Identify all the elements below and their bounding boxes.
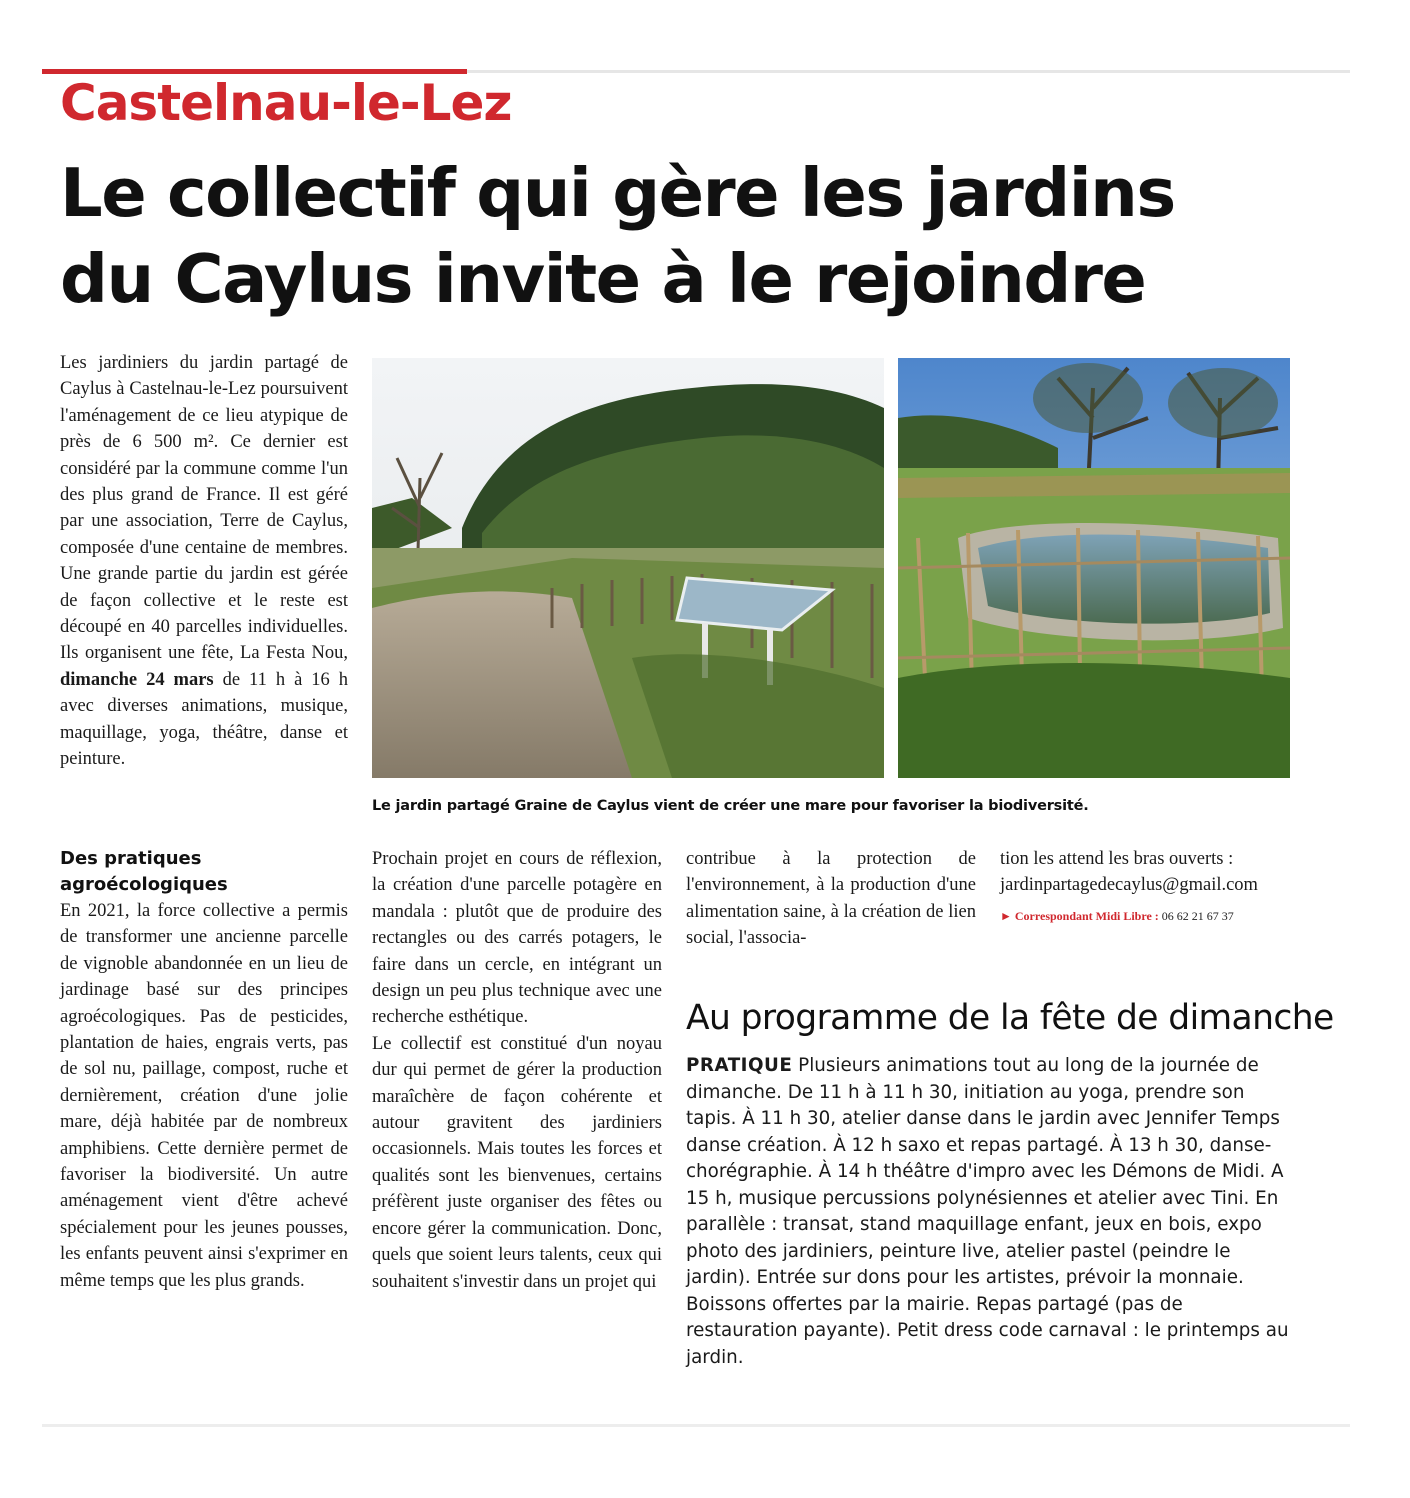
credit-role: Correspondant Midi Libre :: [1014, 908, 1159, 923]
correspondent-credit: [1000, 903, 1290, 929]
program-text: [686, 1053, 1290, 1371]
bottom-rule: [42, 1424, 1350, 1427]
body-column-1: [60, 846, 348, 1294]
section-subhead: Des pratiques agroécologiques: [60, 848, 228, 895]
program-body: Plusieurs animations tout au long de la journée de dimanche. De 11 h à 11 h 30, initiation au yoga, prendre son tapis. À 11 h 30, atelier danse dans le jardin avec Jennifer Temps danse création. À 12 h saxo et repas partagé. À 13 h 30, danse-chorégraphie. À 14 h théâtre d'impro avec les Démons de Midi. A 15 h, musique percussions polynésiennes et atelier avec Tini. En parallèle : transat, stand maquillage enfant, jeux en bois, expo photo des jardiniers, peinture live, atelier pastel (peindre le jardin). Entrée sur dons pour les artistes, prévoir la monnaie. Boissons offertes par la mairie. Repas partagé (pas de restauration payante). Petit dress code carnaval : le printemps au jardin.: [686, 1055, 1289, 1368]
intro-text: Les jardiniers du jardin partagé de Caylus à Castelnau-le-Lez poursuivent l'aménagement de ce lieu atypique de près de 6 500 m². Ce dernier est considéré par la commune comme l'un des plus grand de France. Il est géré par une association, Terre de Caylus, composée d'une centaine de membres. Une grande partie du jardin est gérée de façon collective et le reste est découpé en 40 parcelles individuelles. Ils organisent une fête, La Festa Nou,: [60, 353, 348, 664]
program-label: PRATIQUE: [686, 1055, 793, 1076]
article-headline: [60, 150, 1280, 322]
body-text-3: contribue à la protection de l'environnement, à la production d'une alimentation saine, à la création de lien social, l'associa-: [686, 849, 976, 949]
intro-paragraph: [60, 350, 348, 773]
body-text-1: En 2021, la force collective a permis de transformer une ancienne parcelle de vignoble abandonnée en un lieu de jardinage basé sur des principes agroécologiques. Pas de pesticides, plantation de haies, engrais verts, pas de sol nu, paillage, compost, ruche et dernièrement, création d'une jolie mare, déjà habitée par de nombreux amphibiens. Cette dernière permet de favoriser la biodiversité. Un autre aménagement vient d'être achevé spécialement pour les jeunes pousses, les enfants peuvent ainsi s'exprimer en même temps que les plus grands.: [60, 901, 348, 1291]
headline-line-1: Le collectif qui gère les jardins: [60, 154, 1175, 232]
body-column-4: [1000, 846, 1290, 929]
credit-phone: 06 62 21 67 37: [1161, 908, 1234, 923]
program-title: Au programme de la fête de dimanche: [686, 998, 1334, 1038]
body-text-2b: Le collectif est constitué d'un noyau dur qui permet de gérer la production maraîchère de façon cohérente et autour gravitent des jardiniers occasionnels. Mais toutes les forces et qualités sont les bienvenues, certains préfèrent juste organiser des fêtes ou encore gérer la communication. Donc, quels que soient leurs talents, ceux qui souhaitent s'investir dans un projet qui: [372, 1033, 662, 1292]
headline-line-2: du Caylus invite à le rejoindre: [60, 240, 1146, 318]
pond-photo: [898, 358, 1290, 778]
section-kicker: Castelnau-le-Lez: [60, 74, 512, 132]
intro-date: dimanche 24 mars: [60, 669, 214, 690]
body-text-4: tion les attend les bras ouverts : jardinpartagedecaylus@gmail.com: [1000, 849, 1258, 896]
triangle-icon: ►: [1000, 908, 1012, 923]
photo-caption: Le jardin partagé Graine de Caylus vient de créer une mare pour favoriser la biodiversité.: [372, 798, 1089, 814]
body-column-3: [686, 846, 976, 952]
body-column-2: [372, 846, 662, 1295]
garden-path-photo: [372, 358, 884, 778]
body-text-2a: Prochain projet en cours de réflexion, la création d'une parcelle potagère en mandala : plutôt que de produire des rectangles ou des carrés potagers, le faire dans un cercle, en intégrant un design un peu plus technique avec une recherche esthétique.: [372, 849, 662, 1028]
intro-text-end: de 11 h à 16 h avec diverses animations, musique, maquillage, yoga, théâtre, danse et peinture.: [60, 669, 348, 770]
